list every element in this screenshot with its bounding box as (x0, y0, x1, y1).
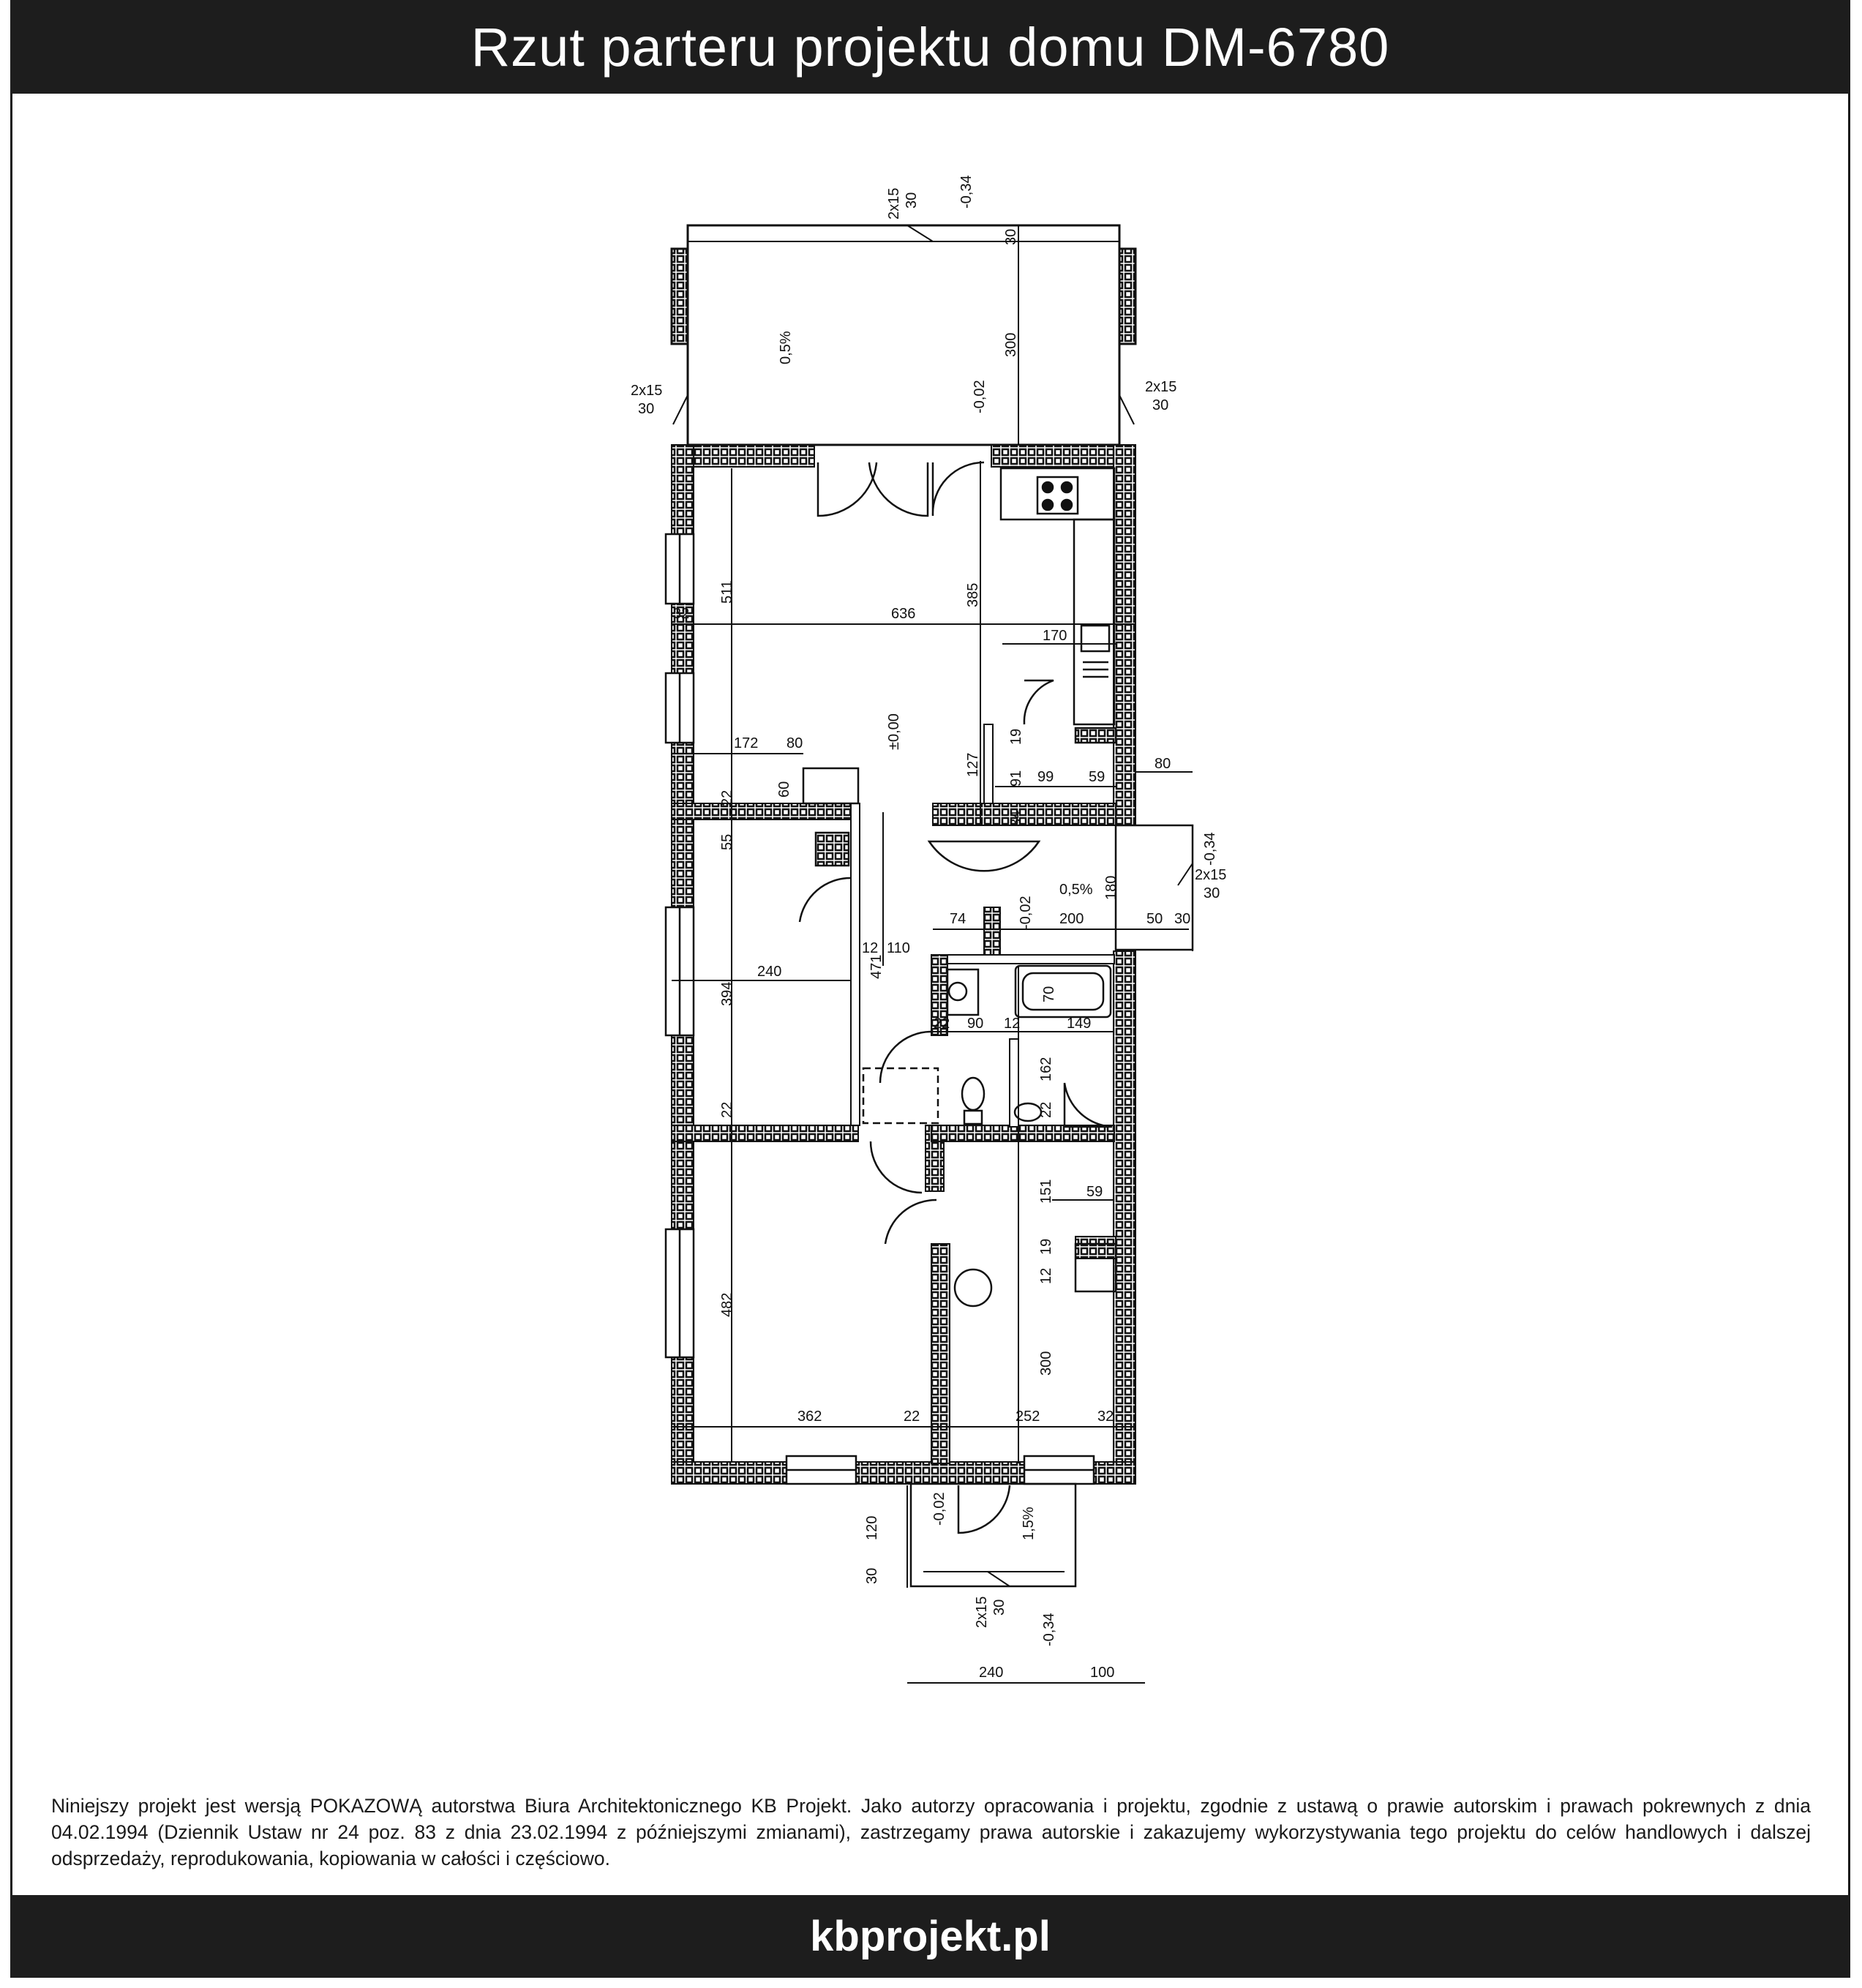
level-label: -0,02 (931, 1492, 947, 1526)
stair-label: 30 (991, 1599, 1007, 1616)
footer-site-link[interactable]: kbprojekt.pl (810, 1913, 1051, 1960)
boiler (947, 969, 978, 1015)
dim-label: 12 (862, 940, 879, 956)
dim-label: 300 (1003, 332, 1019, 357)
level-label: -0,34 (958, 175, 975, 209)
page-title: Rzut parteru projektu domu DM-6780 (470, 16, 1390, 78)
dim-label: 172 (734, 735, 759, 751)
round-table (955, 1269, 991, 1306)
dim-label: 30 (1174, 911, 1191, 927)
level-label: -0,34 (1202, 832, 1218, 866)
dim-label: 91 (1008, 770, 1024, 787)
terrace-post (672, 249, 688, 344)
dim-label: 59 (1089, 769, 1105, 785)
side-entrance (1116, 825, 1193, 950)
dim-label: 30 (1003, 228, 1019, 245)
wall-kitchen-pantry (984, 724, 993, 803)
dim-label: 385 (965, 582, 981, 607)
level-label: ±0,00 (886, 713, 902, 750)
dim-label: 34 (1008, 810, 1024, 827)
dim-label: 19 (1008, 728, 1024, 745)
dim-label: 32 (1097, 1409, 1114, 1425)
dim-label: 240 (979, 1665, 1004, 1681)
wall-south-mid (855, 1462, 1026, 1484)
level-label: -0,34 (1041, 1613, 1057, 1646)
slope-label: 1,5% (1021, 1507, 1037, 1540)
dim-label: 162 (1038, 1057, 1054, 1081)
fireplace (803, 768, 858, 803)
bathroom-door (880, 1032, 931, 1083)
terrace-door (869, 462, 928, 516)
dim-label: 12 (1038, 1267, 1054, 1284)
stair-label: 2x15 (1145, 379, 1177, 395)
dim-label: 99 (1037, 769, 1054, 785)
dim-label: 60 (776, 781, 792, 798)
dim-label: 80 (1155, 756, 1171, 772)
dim-label: 240 (757, 964, 782, 980)
wall-bedroom2-north (672, 1125, 858, 1141)
terrace-door (818, 462, 876, 516)
dim-label: 22 (719, 1101, 735, 1118)
stair-label: 30 (1152, 397, 1169, 413)
doors (800, 462, 1112, 1533)
house-walls (672, 445, 1135, 1484)
dim-label: 394 (719, 981, 735, 1006)
terrace-post (1119, 249, 1135, 344)
stair-label: 2x15 (886, 187, 902, 220)
terrace (672, 225, 1135, 445)
dim-label: 120 (864, 1515, 880, 1540)
dim-label: 32 (673, 606, 690, 622)
level-label: -0,02 (1018, 896, 1034, 929)
wall-south-right (1094, 1462, 1135, 1484)
wall-side-hall (984, 907, 1000, 955)
wall-wardrobe (1075, 1237, 1116, 1259)
slope-label: 0,5% (778, 331, 794, 364)
stair-label: 30 (904, 192, 920, 209)
stair-label: 2x15 (631, 383, 663, 399)
dim-label: 100 (1090, 1665, 1115, 1681)
dim-label: 22 (1038, 1101, 1054, 1118)
bedroom3-door (885, 1200, 936, 1244)
side-entry-door (929, 841, 1039, 871)
dim-label: 55 (719, 833, 735, 850)
dim-label: 30 (864, 1567, 880, 1584)
wall-bedroom3-west (931, 1244, 950, 1463)
wall-bedroom1-north (672, 803, 858, 819)
kitchen-counter (1001, 468, 1114, 519)
wall-bath-south (931, 1125, 1114, 1141)
wc-door (1065, 1083, 1112, 1127)
dim-label: 110 (887, 940, 910, 956)
dim-label: 511 (719, 580, 735, 604)
dim-label: 636 (891, 606, 916, 622)
dim-label: 300 (1038, 1351, 1054, 1376)
wall-east-upper (1114, 445, 1135, 825)
wall-bath-north (931, 955, 1114, 964)
dim-label: 170 (1043, 628, 1067, 644)
bedroom1-door (800, 878, 851, 922)
dim-label: 74 (950, 911, 966, 927)
stair-label: 30 (1204, 885, 1220, 901)
toilet (962, 1078, 984, 1110)
level-label: -0,02 (972, 380, 988, 413)
dim-label: 127 (965, 752, 981, 777)
dim-label: 180 (1103, 875, 1119, 900)
dim-label: 149 (1067, 1016, 1092, 1032)
entry-door (958, 1485, 1010, 1533)
wall-bedroom1-east (851, 803, 860, 1125)
stair-labels (631, 188, 1226, 1628)
dim-label: 482 (719, 1292, 735, 1317)
kitchen-counter-side (1074, 519, 1114, 724)
dim-label: 22 (934, 1016, 950, 1032)
wall-east-lower (1114, 951, 1135, 1484)
dim-label: 22 (719, 789, 735, 806)
fireplace-insert (816, 833, 849, 866)
pantry-door (1024, 680, 1054, 724)
bedroom2-door (871, 1141, 922, 1193)
dim-label: 200 (1059, 911, 1084, 927)
washbasin-area (863, 1068, 938, 1123)
dim-label: 90 (967, 1016, 984, 1032)
dim-label: 22 (904, 1409, 920, 1425)
wall-south-left (672, 1462, 789, 1484)
footer-bar (10, 1895, 1850, 1978)
sink (1081, 626, 1109, 651)
pantry-shelf (1075, 728, 1116, 743)
wall-kitchen-south (933, 803, 1116, 825)
dim-label: 471 (868, 954, 885, 979)
terrace-door-side (933, 462, 984, 516)
dim-label: 80 (787, 735, 803, 751)
dim-label: 362 (797, 1409, 822, 1425)
dim-label: 151 (1038, 1179, 1054, 1204)
stair-label: 2x15 (1195, 867, 1227, 883)
dim-label: 252 (1016, 1409, 1040, 1425)
copyright-disclaimer: Niniejszy projekt jest wersją POKAZOWĄ autorstwa Biura Architektonicznego KB Projekt. Jako autorzy opracowania i projektu, zgodnie z ustawą o prawie autorskim i prawach pokrewnych z dnia 04.02.1994 (Dziennik Ustaw nr 24 poz. 83 z dnia 23.02.1994 z późniejszymi zmianami), zastrzegamy prawa autorskie i zakazujemy wykorzystywania tego projektu do celów handlowych i dalszej odsprzedaży, reprodukowania, kopiowania w całości i częściowo. (51, 1795, 1811, 1869)
stair-label: 30 (638, 401, 655, 417)
dim-label: 50 (1146, 911, 1163, 927)
dim-label: 59 (1086, 1184, 1103, 1200)
dim-label: 12 (1004, 1016, 1021, 1032)
dim-label: 70 (1041, 986, 1057, 1002)
dim-label: 19 (1038, 1238, 1054, 1255)
stair-label: 2x15 (974, 1596, 990, 1628)
slope-label: 0,5% (1059, 882, 1093, 898)
